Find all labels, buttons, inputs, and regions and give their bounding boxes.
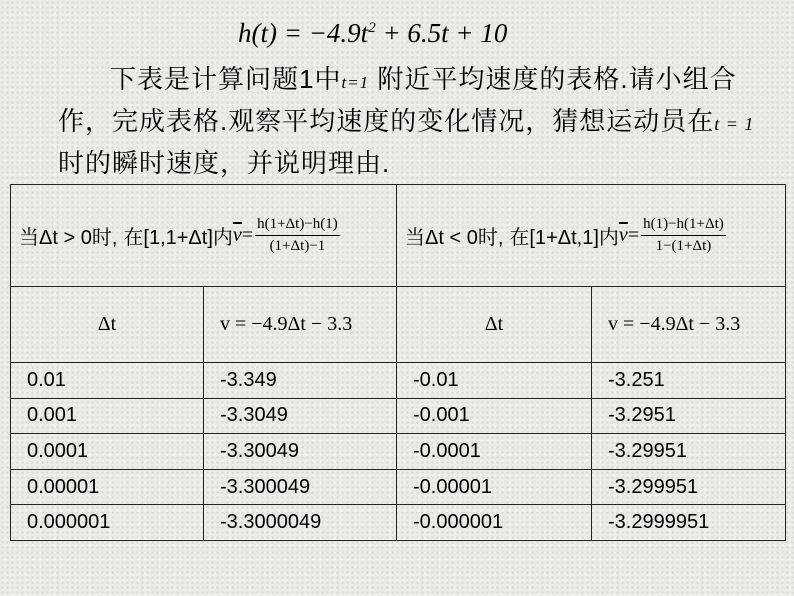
velocity-positive-cell: -3.3000049 xyxy=(204,505,397,541)
t-equals-1-inline: t=1 xyxy=(341,73,370,92)
delta-t-positive-cell: 0.01 xyxy=(11,363,204,399)
delta-t-negative-cell: -0.01 xyxy=(397,363,592,399)
table-subheader-row xyxy=(11,287,786,363)
instruction-paragraph: 下表是计算问题1中t=1 附近平均速度的表格.请小组合作，完成表格.观察平均速度的变化情况，猜想运动员在t = 1 时的瞬时速度，并说明理由. xyxy=(58,64,755,178)
delta-t-negative-cell: -0.00001 xyxy=(397,469,592,505)
table-row xyxy=(11,505,786,541)
velocity-negative-cell: -3.251 xyxy=(592,363,786,399)
delta-t-negative-cell: -0.001 xyxy=(397,398,592,434)
velocity-formula-right: v = −4.9Δt − 3.3 xyxy=(592,287,786,363)
velocity-negative-cell: -3.299951 xyxy=(592,469,786,505)
left-average-velocity-fraction: $\frac{h(1+\Delta t)-h(1)}{(1+\Delta t)-1}$ xyxy=(257,216,338,255)
table-header-row xyxy=(11,185,786,287)
delta-t-positive-cell: 0.001 xyxy=(11,398,204,434)
average-velocity-table xyxy=(10,184,786,541)
right-header-cell: 当Δt < 0时, 在[1+Δt,1]内 $\overline{v}$ = $\frac{h(1)-h(1+\Delta t)}{1-(1+\Delta t)}$ xyxy=(397,185,786,287)
table-row xyxy=(11,398,786,434)
velocity-negative-cell: -3.29951 xyxy=(592,434,786,470)
velocity-positive-cell: -3.300049 xyxy=(204,469,397,505)
delta-t-header-right: Δt xyxy=(397,287,592,363)
delta-t-negative-cell: -0.0001 xyxy=(397,434,592,470)
t-equals-1-inline-2: t = 1 xyxy=(714,114,755,134)
delta-t-positive-cell: 0.000001 xyxy=(11,505,204,541)
table-row xyxy=(11,363,786,399)
delta-t-positive-cell: 0.00001 xyxy=(11,469,204,505)
velocity-positive-cell: -3.3049 xyxy=(204,398,397,434)
velocity-negative-cell: -3.2951 xyxy=(592,398,786,434)
right-average-velocity-fraction: $\frac{h(1)-h(1+\Delta t)}{1-(1+\Delta t)}$ xyxy=(643,216,724,255)
height-function-formula: $h(t) = -4.9t^2 + 6.5t + 10$ xyxy=(238,18,508,48)
velocity-formula-left: v = −4.9Δt − 3.3 xyxy=(204,287,397,363)
table-row xyxy=(11,469,786,505)
left-header-cell: 当Δt > 0时, 在[1,1+Δt]内 $\overline{v}$ = $\frac{h(1+\Delta t)-h(1)}{(1+\Delta t)-1}$ xyxy=(11,185,397,287)
velocity-positive-cell: -3.30049 xyxy=(204,434,397,470)
velocity-negative-cell: -3.2999951 xyxy=(592,505,786,541)
table-row xyxy=(11,434,786,470)
delta-t-negative-cell: -0.000001 xyxy=(397,505,592,541)
delta-t-positive-cell: 0.0001 xyxy=(11,434,204,470)
velocity-positive-cell: -3.349 xyxy=(204,363,397,399)
delta-t-header-left: Δt xyxy=(11,287,204,363)
